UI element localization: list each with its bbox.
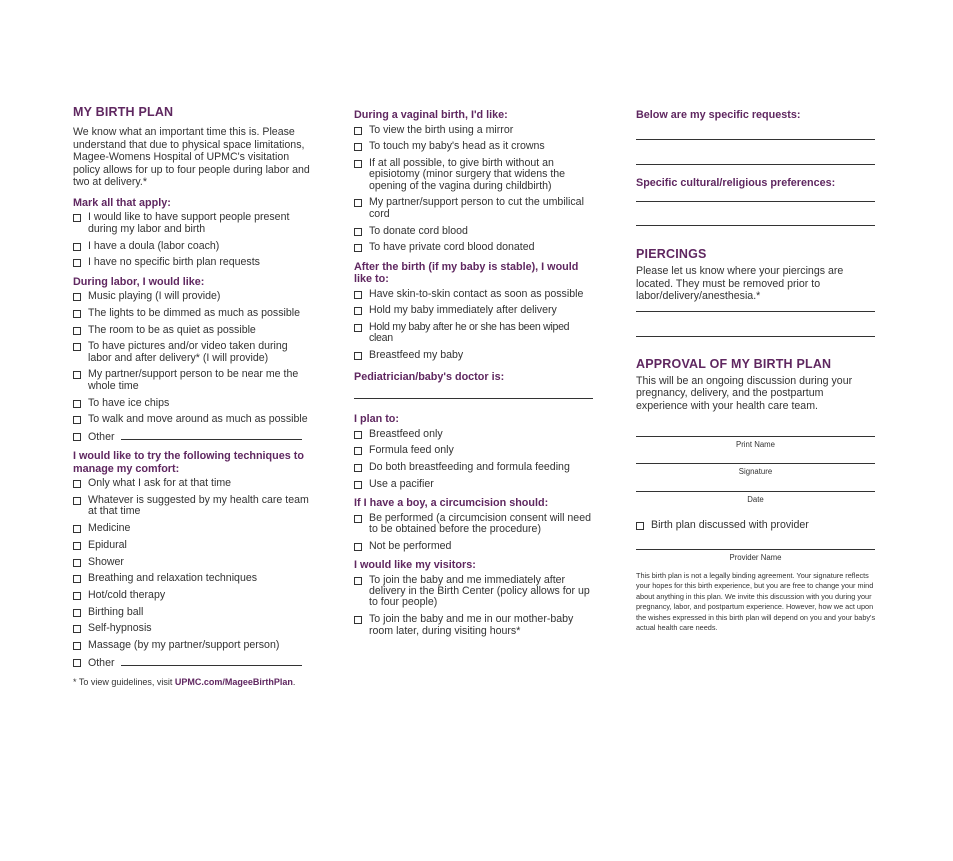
checkbox-icon[interactable] <box>354 228 362 236</box>
item-label: Massage (by my partner/support person) <box>88 639 280 652</box>
labor-heading: During labor, I would like: <box>73 275 205 288</box>
requests-line-2[interactable] <box>636 164 875 165</box>
item-label: Self-hypnosis <box>88 622 152 635</box>
checkbox-icon[interactable] <box>73 559 81 567</box>
checkbox-icon[interactable] <box>354 352 362 360</box>
checkbox-icon[interactable] <box>73 659 81 667</box>
piercings-line-1[interactable] <box>636 311 875 312</box>
list-item[interactable] <box>73 495 313 518</box>
list-item[interactable] <box>73 478 313 489</box>
intro-text: We know what an important time this is. Please understand that due to physical space limitations, Magee-Womens Hospital of UPMC's visitation policy allows for up to four people during labor and two at delivery.* <box>73 126 310 189</box>
list-item[interactable] <box>73 414 313 425</box>
checkbox-icon[interactable] <box>73 310 81 318</box>
piercings-text: Please let us know where your piercings are located. They must be removed prior to labor/delivery/anesthesia.* <box>636 265 844 303</box>
piercings-title: PIERCINGS <box>636 247 707 261</box>
plan-heading: I plan to: <box>354 413 399 426</box>
cultural-heading: Specific cultural/religious preferences: <box>636 176 836 189</box>
checkbox-icon[interactable] <box>354 481 362 489</box>
comfort-list <box>73 478 313 669</box>
cultural-line-2[interactable] <box>636 225 875 226</box>
list-item[interactable] <box>354 350 594 361</box>
item-label: Music playing (I will provide) <box>88 290 221 303</box>
checkbox-icon[interactable] <box>73 433 81 441</box>
list-item[interactable] <box>354 242 594 253</box>
item-label: To touch my baby's head as it crowns <box>369 140 545 153</box>
list-item[interactable] <box>354 158 594 192</box>
checkbox-icon[interactable] <box>354 577 362 585</box>
discussed-checkbox-row[interactable] <box>636 520 876 531</box>
checkbox-icon[interactable] <box>354 431 362 439</box>
list-item[interactable] <box>73 308 313 319</box>
item-label: Other <box>88 430 115 443</box>
vaginal-birth-heading: During a vaginal birth, I'd like: <box>354 109 508 121</box>
checkbox-icon[interactable] <box>73 525 81 533</box>
item-label: Use a pacifier <box>369 477 434 490</box>
after-birth-list <box>354 289 594 362</box>
checkbox-icon[interactable] <box>354 307 362 315</box>
item-label: To have pictures and/or video taken during labor and after delivery* (I will provide) <box>88 340 288 364</box>
item-label: Only what I ask for at that time <box>88 477 232 490</box>
item-label: If at all possible, to give birth without an episiotomy (minor surgery that widens the opening of the vagina during childbirth) <box>369 156 566 192</box>
list-item[interactable] <box>354 289 594 300</box>
footnote-end: . <box>292 677 296 688</box>
list-item[interactable] <box>73 212 313 235</box>
vaginal-birth-list <box>354 125 594 254</box>
checkbox-icon[interactable] <box>636 522 644 530</box>
list-item[interactable] <box>354 125 594 136</box>
signature-line[interactable] <box>636 463 875 464</box>
list-item[interactable] <box>354 445 594 456</box>
checkbox-icon[interactable] <box>73 243 81 251</box>
item-label: Breathing and relaxation techniques <box>88 572 258 585</box>
labor-list <box>73 291 313 443</box>
item-label: Breastfeed only <box>369 427 443 440</box>
item-label: To have ice chips <box>88 396 170 409</box>
column-right <box>636 109 876 634</box>
checkbox-icon[interactable] <box>73 642 81 650</box>
checkbox-icon[interactable] <box>354 464 362 472</box>
item-label: Breastfeed my baby <box>369 349 464 362</box>
signature-label: Signature <box>738 466 773 476</box>
item-label: Do both breastfeeding and formula feeding <box>369 460 570 473</box>
disclaimer-text: This birth plan is not a legally binding agreement. Your signature reflects your hopes for this birth experience, but you are free to change your mind about anything in this plan. We invite this discussion with you during your pregnancy, labor, and postpartum experience. However, how we act upon the wishes expressed in this birth plan will depend on you and your baby's actual health care needs. <box>636 570 876 633</box>
item-label: I have a doula (labor coach) <box>88 239 220 252</box>
comfort-heading: I would like to try the following techniques to manage my comfort: <box>73 450 304 475</box>
item-label: Epidural <box>88 538 127 551</box>
print-name-line[interactable] <box>636 436 875 437</box>
list-item[interactable] <box>73 523 313 534</box>
other-input-line[interactable] <box>121 657 302 666</box>
checkbox-icon[interactable] <box>354 199 362 207</box>
item-label: Hot/cold therapy <box>88 588 166 601</box>
list-item[interactable] <box>73 623 313 634</box>
item-label: To join the baby and me immediately after delivery in the Birth Center (policy allows for up to four people) <box>369 573 590 609</box>
list-item[interactable] <box>73 607 313 618</box>
provider-name-line[interactable] <box>636 549 875 550</box>
list-item[interactable] <box>73 398 313 409</box>
item-label: Hold my baby immediately after delivery <box>369 304 557 317</box>
list-item[interactable] <box>354 305 594 316</box>
checkbox-icon[interactable] <box>73 259 81 267</box>
checkbox-icon[interactable] <box>73 542 81 550</box>
approval-text: This will be an ongoing discussion during your pregnancy, delivery, and the postpartum experience with your health care team. <box>636 374 853 412</box>
other-input-line[interactable] <box>121 431 302 440</box>
item-label: Birthing ball <box>88 605 144 618</box>
item-label: Other <box>88 656 115 669</box>
footnote-link[interactable]: UPMC.com/MageeBirthPlan <box>174 677 293 688</box>
item-label: The room to be as quiet as possible <box>88 323 256 336</box>
item-label: I have no specific birth plan requests <box>88 256 260 269</box>
item-label: Shower <box>88 555 124 568</box>
list-item[interactable] <box>73 241 313 252</box>
item-label: My partner/support person to be near me the whole time <box>88 368 299 392</box>
checkbox-icon[interactable] <box>354 324 362 332</box>
checkbox-icon[interactable] <box>354 143 362 151</box>
checkbox-icon[interactable] <box>73 497 81 505</box>
list-item[interactable] <box>73 325 313 336</box>
list-item[interactable] <box>354 226 594 237</box>
item-label: Be performed (a circumcision consent will need to be obtained before the procedure) <box>369 511 591 535</box>
item-label: To have private cord blood donated <box>369 241 535 254</box>
item-label: My partner/support person to cut the umbilical cord <box>369 196 584 220</box>
checkbox-icon[interactable] <box>73 592 81 600</box>
date-label: Date <box>747 494 764 504</box>
mark-all-heading: Mark all that apply: <box>73 196 171 209</box>
list-item[interactable] <box>73 590 313 601</box>
checkbox-icon[interactable] <box>354 127 362 135</box>
piercings-line-2[interactable] <box>636 336 875 337</box>
checkbox-icon[interactable] <box>73 625 81 633</box>
requests-heading: Below are my specific requests: <box>636 109 801 121</box>
footnote <box>73 677 313 688</box>
checkbox-icon[interactable] <box>73 400 81 408</box>
checkbox-icon[interactable] <box>73 293 81 301</box>
after-birth-heading: After the birth (if my baby is stable), I would like to: <box>354 260 579 286</box>
date-line[interactable] <box>636 491 875 492</box>
checkbox-icon[interactable] <box>73 327 81 335</box>
pediatrician-heading: Pediatrician/baby's doctor is: <box>354 370 505 383</box>
checkbox-icon[interactable] <box>354 543 362 551</box>
page-title: MY BIRTH PLAN <box>73 105 174 119</box>
list-item[interactable] <box>354 541 594 552</box>
footnote-text: * To view guidelines, visit <box>73 677 175 688</box>
checkbox-icon[interactable] <box>354 447 362 455</box>
list-item[interactable] <box>73 341 313 364</box>
list-item[interactable] <box>354 141 594 152</box>
checkbox-icon[interactable] <box>354 616 362 624</box>
column-left <box>73 104 313 688</box>
list-item[interactable] <box>73 573 313 584</box>
checkbox-icon[interactable] <box>354 160 362 168</box>
checkbox-icon[interactable] <box>73 214 81 222</box>
item-label: Hold my baby after he or she has been wiped clean <box>369 321 570 345</box>
approval-title: APPROVAL OF MY BIRTH PLAN <box>636 356 832 371</box>
item-label: The lights to be dimmed as much as possible <box>88 306 300 319</box>
list-item[interactable] <box>354 575 594 609</box>
item-label: To walk and move around as much as possible <box>88 413 308 426</box>
list-item[interactable] <box>354 197 594 220</box>
list-item[interactable] <box>354 479 594 490</box>
checkbox-icon[interactable] <box>354 515 362 523</box>
provider-name-label: Provider Name <box>729 552 782 562</box>
list-item[interactable] <box>354 462 594 473</box>
list-item[interactable] <box>73 540 313 551</box>
item-label: To join the baby and me in our mother-baby room later, during visiting hours* <box>369 613 574 637</box>
plan-list <box>354 429 594 491</box>
column-middle <box>354 109 594 642</box>
checkbox-icon[interactable] <box>354 291 362 299</box>
list-item-other[interactable] <box>73 431 313 443</box>
list-item[interactable] <box>73 640 313 651</box>
visitors-heading: I would like my visitors: <box>354 559 476 572</box>
list-item[interactable] <box>354 429 594 440</box>
checkbox-icon[interactable] <box>354 244 362 252</box>
cultural-line-1[interactable] <box>636 201 875 202</box>
pediatrician-input-line[interactable] <box>354 398 593 399</box>
checkbox-icon[interactable] <box>73 343 81 351</box>
visitors-list <box>354 575 594 637</box>
circumcision-heading: If I have a boy, a circumcision should: <box>354 497 549 510</box>
item-label: Formula feed only <box>369 444 454 457</box>
checkbox-icon[interactable] <box>73 575 81 583</box>
list-item[interactable] <box>73 557 313 568</box>
item-label: To donate cord blood <box>369 224 468 237</box>
list-item[interactable] <box>354 322 594 345</box>
mark-all-list <box>73 212 313 268</box>
list-item[interactable] <box>73 291 313 302</box>
checkbox-icon[interactable] <box>73 416 81 424</box>
item-label: Not be performed <box>369 539 452 552</box>
item-label: Whatever is suggested by my health care team at that time <box>88 494 309 518</box>
checkbox-icon[interactable] <box>73 609 81 617</box>
item-label: To view the birth using a mirror <box>369 123 514 136</box>
list-item[interactable] <box>354 614 594 637</box>
item-label: Medicine <box>88 522 131 535</box>
requests-line-1[interactable] <box>636 139 875 140</box>
item-label: Birth plan discussed with provider <box>651 518 809 531</box>
list-item-other[interactable] <box>73 657 313 669</box>
checkbox-icon[interactable] <box>73 371 81 379</box>
item-label: Have skin-to-skin contact as soon as possible <box>369 287 584 300</box>
list-item[interactable] <box>354 513 594 536</box>
item-label: I would like to have support people present during my labor and birth <box>88 211 290 235</box>
checkbox-icon[interactable] <box>73 480 81 488</box>
circumcision-list <box>354 513 594 553</box>
print-name-label: Print Name <box>736 439 775 449</box>
list-item[interactable] <box>73 257 313 268</box>
list-item[interactable] <box>73 369 313 392</box>
